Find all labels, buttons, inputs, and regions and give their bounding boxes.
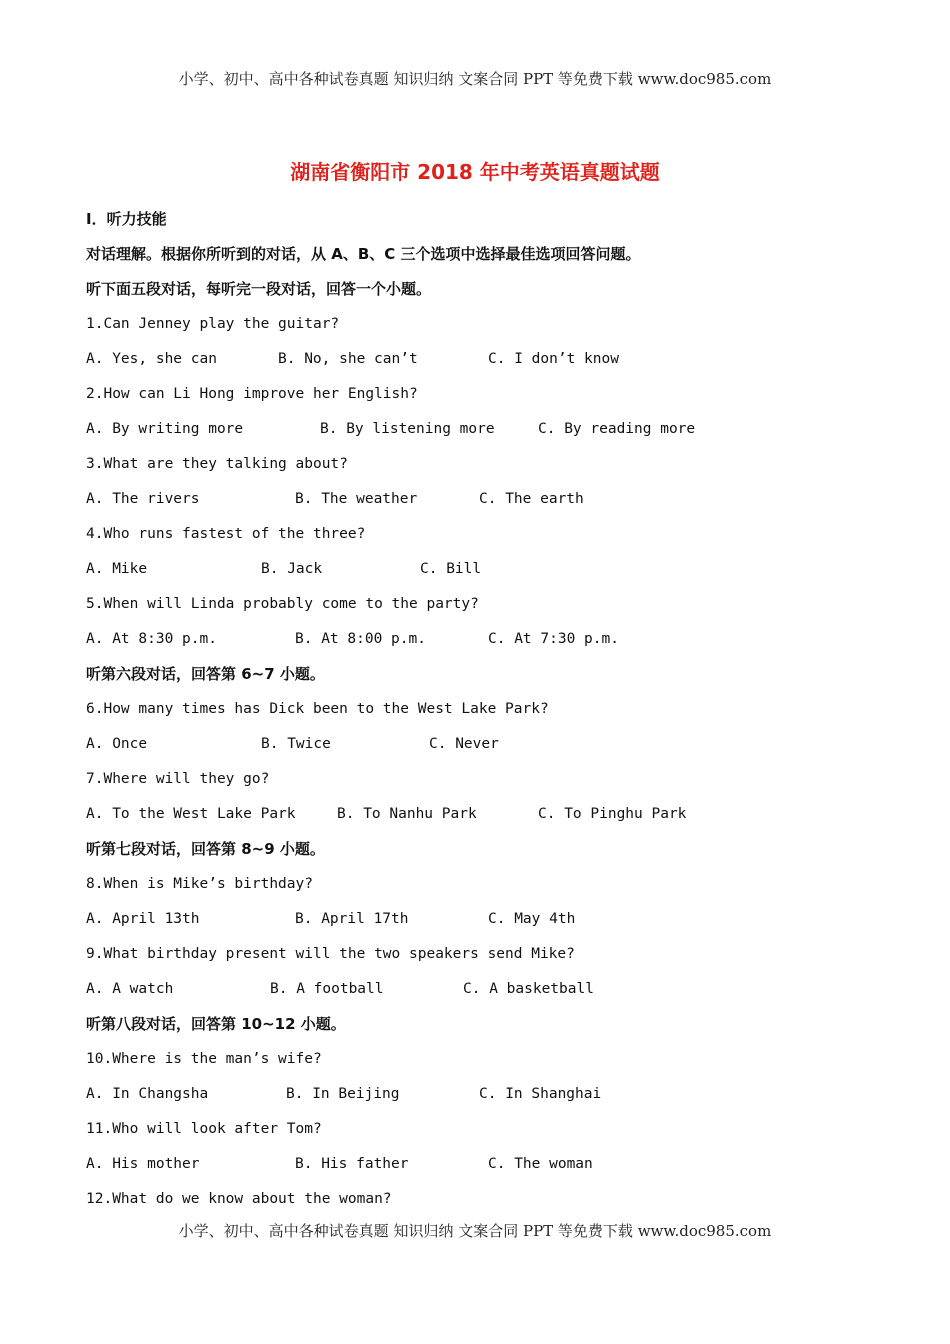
option-a: A. At 8:30 p.m. (86, 631, 217, 647)
question: 7.Where will they go? (86, 771, 270, 787)
option-a: A. In Changsha (86, 1086, 209, 1102)
option-b: B. At 8:00 p.m. (295, 631, 426, 647)
section-heading: Ⅰ．听力技能 (86, 210, 167, 228)
option-a: A. To the West Lake Park (86, 806, 296, 822)
option-b: B. In Beijing (286, 1086, 400, 1102)
option-a: A. Yes, she can (86, 351, 217, 367)
question: 1.Can Jenney play the guitar? (86, 316, 340, 332)
question: 5.When will Linda probably come to the party? (86, 596, 479, 612)
exam-content (86, 206, 886, 1221)
option-c: C. By reading more (538, 421, 696, 437)
option-a: A. Once (86, 736, 148, 752)
options-row (86, 731, 886, 766)
option-c: C. At 7:30 p.m. (488, 631, 619, 647)
option-c: C. I don’t know (488, 351, 619, 367)
option-c: C. Never (429, 736, 499, 752)
question: 11.Who will look after Tom? (86, 1121, 322, 1137)
instruction: 听第六段对话，回答第 6~7 小题。 (86, 665, 325, 683)
question: 4.Who runs fastest of the three? (86, 526, 366, 542)
instruction: 听第七段对话，回答第 8~9 小题。 (86, 840, 325, 858)
page-footer: 小学、初中、高中各种试卷真题 知识归纳 文案合同 PPT 等免费下载 www.doc985.com (178, 1222, 772, 1240)
option-b: B. His father (295, 1156, 409, 1172)
option-b: B. Twice (261, 736, 331, 752)
option-a: A. A watch (86, 981, 174, 997)
options-row (86, 556, 886, 591)
instruction: 听下面五段对话，每听完一段对话，回答一个小题。 (86, 280, 432, 298)
option-a: A. Mike (86, 561, 148, 577)
question: 3.What are they talking about? (86, 456, 348, 472)
options-row (86, 1081, 886, 1116)
option-b: B. April 17th (295, 911, 409, 927)
option-c: C. May 4th (488, 911, 576, 927)
option-c: C. A basketball (463, 981, 594, 997)
option-b: B. No, she can’t (278, 351, 418, 367)
instruction: 对话理解。根据你所听到的对话，从 A、B、C 三个选项中选择最佳选项回答问题。 (86, 245, 641, 263)
options-row (86, 906, 886, 941)
option-a: A. The rivers (86, 491, 200, 507)
options-row (86, 626, 886, 661)
question: 12.What do we know about the woman? (86, 1191, 392, 1207)
option-c: C. In Shanghai (479, 1086, 602, 1102)
options-row (86, 416, 886, 451)
option-b: B. A football (270, 981, 384, 997)
option-a: A. By writing more (86, 421, 244, 437)
options-row (86, 801, 886, 836)
option-a: A. April 13th (86, 911, 200, 927)
option-c: C. Bill (420, 561, 482, 577)
option-b: B. Jack (261, 561, 323, 577)
page-title: 湖南省衡阳市 2018 年中考英语真题试题 (290, 160, 660, 184)
options-row (86, 976, 886, 1011)
question: 9.What birthday present will the two speakers send Mike? (86, 946, 575, 962)
option-c: C. To Pinghu Park (538, 806, 687, 822)
option-b: B. By listening more (320, 421, 495, 437)
instruction: 听第八段对话，回答第 10~12 小题。 (86, 1015, 346, 1033)
question: 10.Where is the man’s wife? (86, 1051, 322, 1067)
option-b: B. To Nanhu Park (337, 806, 477, 822)
options-row (86, 486, 886, 521)
options-row (86, 346, 886, 381)
options-row (86, 1151, 886, 1186)
question: 2.How can Li Hong improve her English? (86, 386, 418, 402)
option-a: A. His mother (86, 1156, 200, 1172)
option-b: B. The weather (295, 491, 418, 507)
option-c: C. The earth (479, 491, 584, 507)
page-header: 小学、初中、高中各种试卷真题 知识归纳 文案合同 PPT 等免费下载 www.doc985.com (178, 70, 772, 88)
option-c: C. The woman (488, 1156, 593, 1172)
question: 8.When is Mike’s birthday? (86, 876, 313, 892)
question: 6.How many times has Dick been to the West Lake Park? (86, 701, 549, 717)
